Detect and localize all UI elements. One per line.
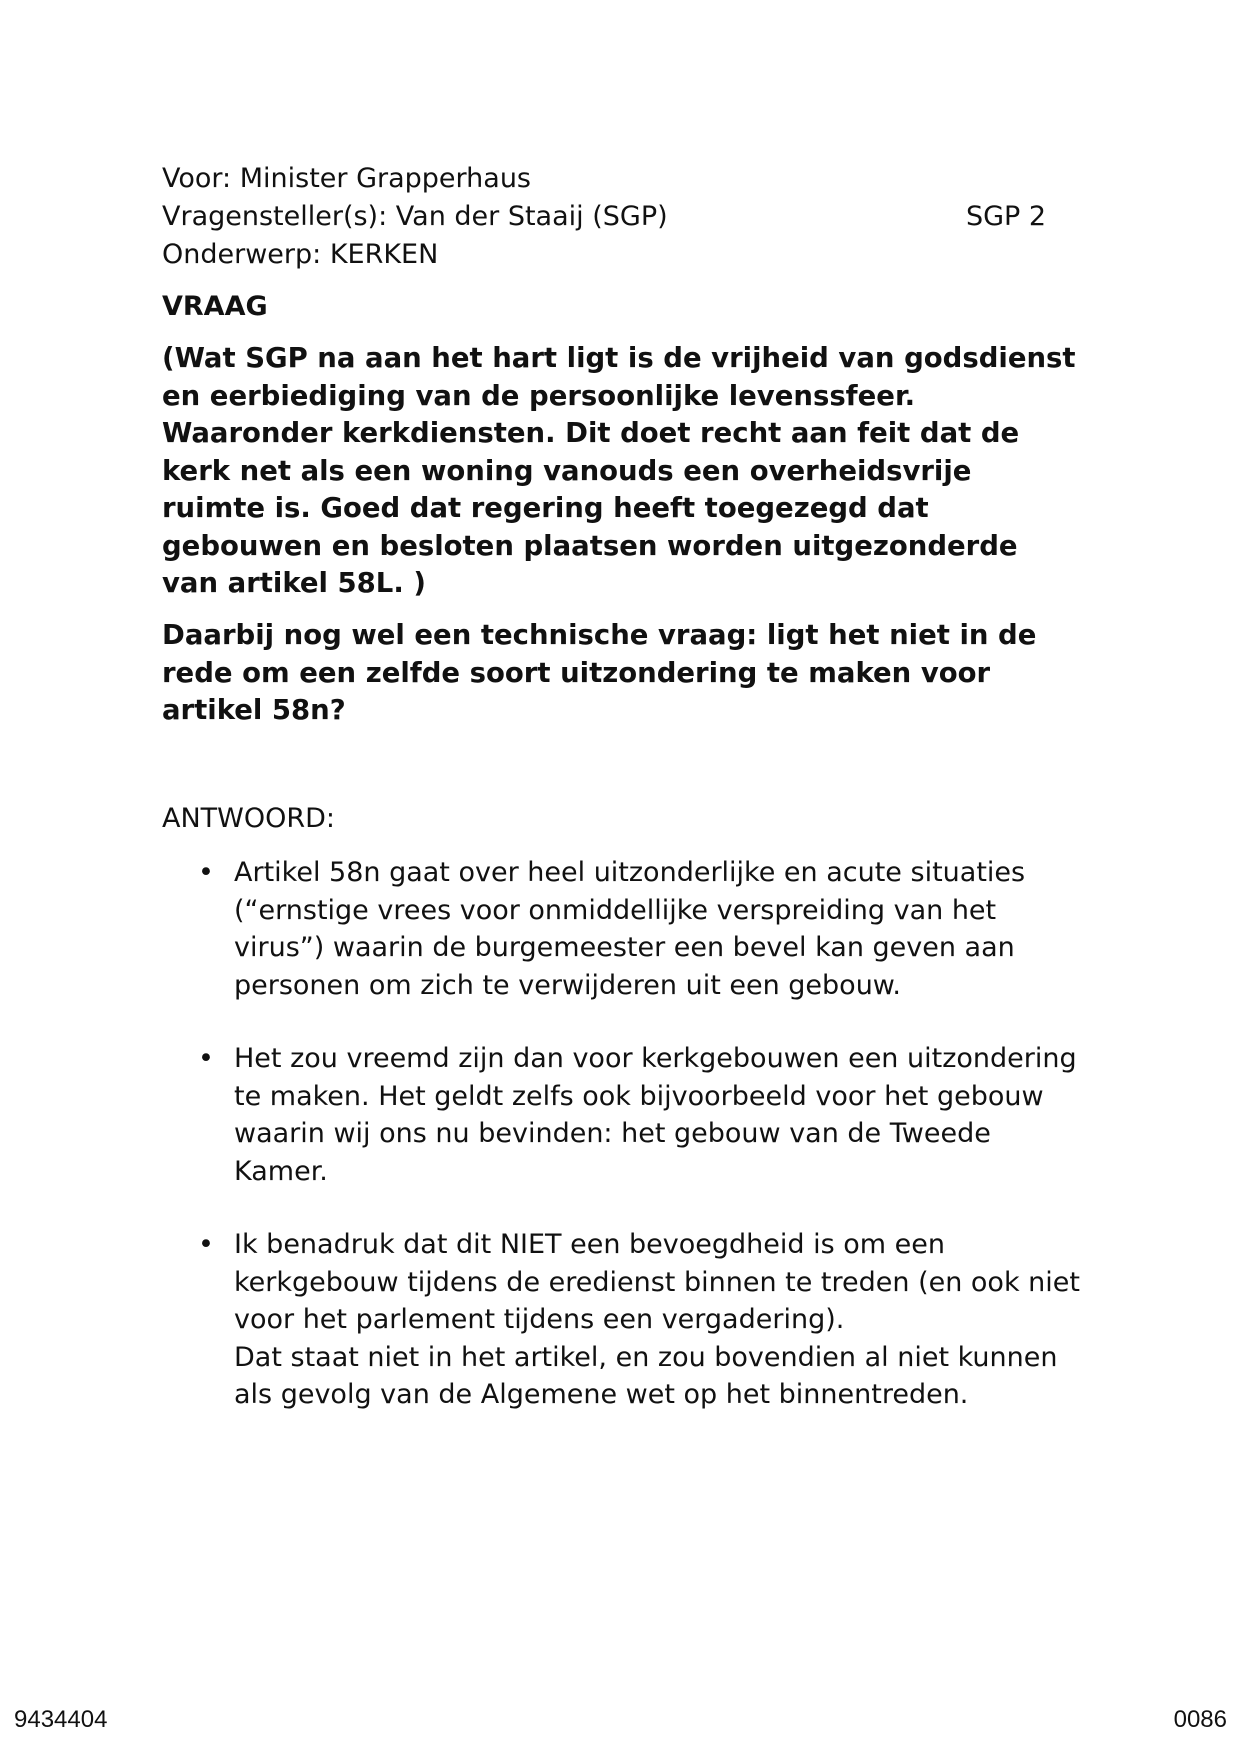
document-metadata: [162, 160, 1062, 274]
answer-item: [162, 854, 1082, 1004]
answer-item-text: Ik benadruk dat dit NIET een bevoegdheid is om een kerkgebouw tijdens de eredienst binnen te treden (en ook niet voor het parlement tijdens een vergadering).: [234, 1229, 1080, 1335]
bullet-icon: •: [198, 1229, 214, 1260]
answer-list: [162, 854, 1082, 1450]
answer-heading: ANTWOORD:: [162, 803, 336, 834]
subject-line: Onderwerp: KERKEN: [162, 239, 439, 270]
footer-document-number: 9434404: [14, 1706, 108, 1733]
party-code: SGP 2: [966, 201, 1047, 232]
bullet-icon: •: [198, 1043, 214, 1074]
recipient-line: Voor: Minister Grapperhaus: [162, 163, 531, 194]
question-paragraph: Daarbij nog wel een technische vraag: ligt het niet in de rede om een zelfde soort uitzondering te maken voor artikel 58n?: [162, 619, 1037, 726]
footer-page-number: 0086: [1173, 1706, 1227, 1733]
questioner-line: Vragensteller(s): Van der Staaij (SGP): [162, 201, 668, 232]
question-paragraph: (Wat SGP na aan het hart ligt is de vrijheid van godsdienst en eerbiediging van de persoonlijke levenssfeer. Waaronder kerkdiensten. Dit doet recht aan feit dat de kerk net als een woning vanouds een overheidsvrije ruimte is. Goed dat regering heeft toegezegd dat gebouwen en besloten plaatsen worden uitgezonderde van artikel 58L. ): [162, 342, 1076, 599]
answer-item: [162, 1040, 1082, 1190]
answer-item-text: Artikel 58n gaat over heel uitzonderlijke en acute situaties (“ernstige vrees voor onmiddellijke verspreiding van het virus”) waarin de burgemeester een bevel kan geven aan personen om zich te verwijderen uit een gebouw.: [234, 857, 1026, 1001]
answer-item-text-continued: Dat staat niet in het artikel, en zou bovendien al niet kunnen als gevolg van de Algemene wet op het binnentreden.: [234, 1341, 1058, 1410]
question-heading: VRAAG: [162, 291, 268, 322]
bullet-icon: •: [198, 857, 214, 888]
answer-item-text: Het zou vreemd zijn dan voor kerkgebouwen een uitzondering te maken. Het geldt zelfs ook bijvoorbeeld voor het gebouw waarin wij ons nu bevinden: het gebouw van de Tweede Kamer.: [234, 1043, 1077, 1187]
answer-item: [162, 1226, 1082, 1414]
